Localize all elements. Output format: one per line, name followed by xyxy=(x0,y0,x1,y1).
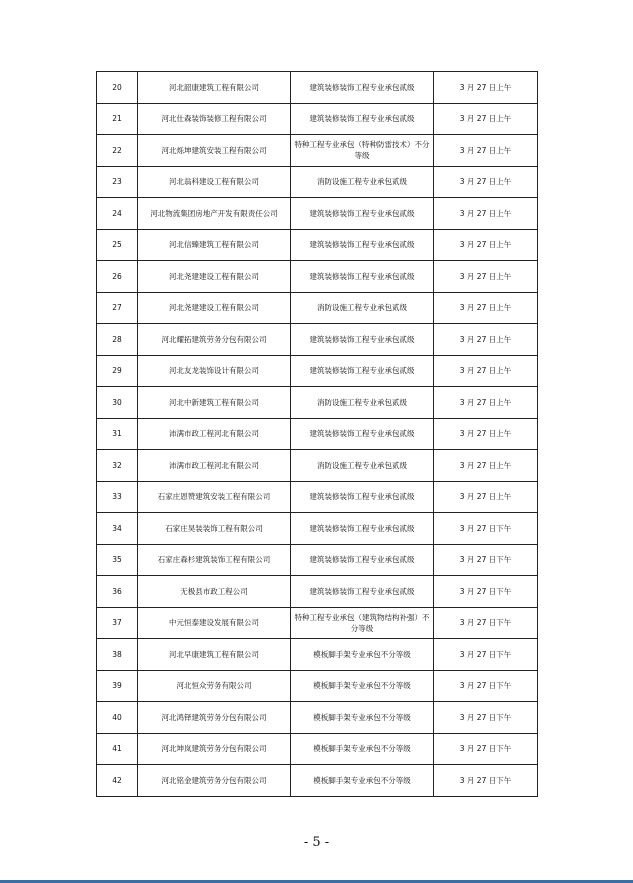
company-name-cell: 河北信臻建筑工程有限公司 xyxy=(138,229,291,261)
table-row xyxy=(97,103,538,135)
table-row xyxy=(97,513,538,545)
review-time-cell: 3 月 27 日上午 xyxy=(434,324,538,356)
qualification-cell: 消防设施工程专业承包贰级 xyxy=(291,450,434,482)
review-time-cell: 3 月 27 日上午 xyxy=(434,481,538,513)
table-row xyxy=(97,639,538,671)
company-name-cell: 河北中新建筑工程有限公司 xyxy=(138,387,291,419)
row-number-cell: 42 xyxy=(97,765,138,797)
qualification-cell: 建筑装修装饰工程专业承包贰级 xyxy=(291,481,434,513)
row-number-cell: 26 xyxy=(97,261,138,293)
company-name-cell: 河北耀拓建筑劳务分包有限公司 xyxy=(138,324,291,356)
qualification-cell: 建筑装修装饰工程专业承包贰级 xyxy=(291,198,434,230)
company-name-cell: 河北韶康建筑工程有限公司 xyxy=(138,72,291,104)
table-row xyxy=(97,72,538,104)
review-time-cell: 3 月 27 日上午 xyxy=(434,103,538,135)
review-time-cell: 3 月 27 日上午 xyxy=(434,261,538,293)
table-row xyxy=(97,324,538,356)
row-number-cell: 37 xyxy=(97,607,138,639)
table-body xyxy=(97,72,538,797)
table-row xyxy=(97,418,538,450)
row-number-cell: 40 xyxy=(97,702,138,734)
company-name-cell: 河北友龙装饰设计有限公司 xyxy=(138,355,291,387)
row-number-cell: 30 xyxy=(97,387,138,419)
qualification-cell: 建筑装修装饰工程专业承包贰级 xyxy=(291,324,434,356)
row-number-cell: 39 xyxy=(97,670,138,702)
company-name-cell: 河北铭金建筑劳务分包有限公司 xyxy=(138,765,291,797)
qualification-cell: 建筑装修装饰工程专业承包贰级 xyxy=(291,229,434,261)
row-number-cell: 27 xyxy=(97,292,138,324)
company-name-cell: 河北坤岚建筑劳务分包有限公司 xyxy=(138,733,291,765)
qualification-cell: 特种工程专业承包（建筑物结构补强）不分等级 xyxy=(291,607,434,639)
qualification-cell: 建筑装修装饰工程专业承包贰级 xyxy=(291,418,434,450)
qualification-cell: 建筑装修装饰工程专业承包贰级 xyxy=(291,576,434,608)
table-row xyxy=(97,670,538,702)
company-name-cell: 河北烁坤建筑安装工程有限公司 xyxy=(138,135,291,167)
review-time-cell: 3 月 27 日上午 xyxy=(434,450,538,482)
review-time-cell: 3 月 27 日上午 xyxy=(434,229,538,261)
review-time-cell: 3 月 27 日下午 xyxy=(434,607,538,639)
company-name-cell: 河北物流集团房地产开发有限责任公司 xyxy=(138,198,291,230)
review-time-cell: 3 月 27 日下午 xyxy=(434,670,538,702)
page-number: - 5 - xyxy=(303,835,330,850)
review-time-cell: 3 月 27 日下午 xyxy=(434,639,538,671)
review-time-cell: 3 月 27 日上午 xyxy=(434,418,538,450)
review-time-cell: 3 月 27 日下午 xyxy=(434,513,538,545)
qualification-cell: 消防设施工程专业承包贰级 xyxy=(291,387,434,419)
review-time-cell: 3 月 27 日下午 xyxy=(434,733,538,765)
company-name-cell: 河北翁科建设工程有限公司 xyxy=(138,166,291,198)
row-number-cell: 41 xyxy=(97,733,138,765)
company-name-cell: 无极县市政工程公司 xyxy=(138,576,291,608)
table-row xyxy=(97,135,538,167)
qualification-cell: 建筑装修装饰工程专业承包贰级 xyxy=(291,72,434,104)
row-number-cell: 22 xyxy=(97,135,138,167)
row-number-cell: 33 xyxy=(97,481,138,513)
row-number-cell: 28 xyxy=(97,324,138,356)
row-number-cell: 29 xyxy=(97,355,138,387)
review-time-cell: 3 月 27 日下午 xyxy=(434,544,538,576)
table-row xyxy=(97,450,538,482)
table-row xyxy=(97,702,538,734)
row-number-cell: 23 xyxy=(97,166,138,198)
row-number-cell: 32 xyxy=(97,450,138,482)
table-row xyxy=(97,166,538,198)
company-name-cell: 河北尧建建设工程有限公司 xyxy=(138,261,291,293)
company-name-cell: 河北恒众劳务有限公司 xyxy=(138,670,291,702)
company-name-cell: 沛满市政工程河北有限公司 xyxy=(138,418,291,450)
qualification-cell: 模板脚手架专业承包不分等级 xyxy=(291,765,434,797)
row-number-cell: 20 xyxy=(97,72,138,104)
review-time-cell: 3 月 27 日上午 xyxy=(434,387,538,419)
qualification-cell: 消防设施工程专业承包贰级 xyxy=(291,292,434,324)
review-time-cell: 3 月 27 日上午 xyxy=(434,135,538,167)
qualification-cell: 模板脚手架专业承包不分等级 xyxy=(291,702,434,734)
review-time-cell: 3 月 27 日上午 xyxy=(434,198,538,230)
row-number-cell: 21 xyxy=(97,103,138,135)
qualification-cell: 模板脚手架专业承包不分等级 xyxy=(291,639,434,671)
review-time-cell: 3 月 27 日上午 xyxy=(434,166,538,198)
qualification-cell: 模板脚手架专业承包不分等级 xyxy=(291,733,434,765)
qualification-cell: 建筑装修装饰工程专业承包贰级 xyxy=(291,355,434,387)
qualification-cell: 建筑装修装饰工程专业承包贰级 xyxy=(291,103,434,135)
company-name-cell: 河北仕森装饰装修工程有限公司 xyxy=(138,103,291,135)
table-row xyxy=(97,198,538,230)
review-time-cell: 3 月 27 日下午 xyxy=(434,576,538,608)
row-number-cell: 36 xyxy=(97,576,138,608)
row-number-cell: 34 xyxy=(97,513,138,545)
company-name-cell: 沛满市政工程河北有限公司 xyxy=(138,450,291,482)
table-row xyxy=(97,544,538,576)
table-row xyxy=(97,229,538,261)
table-row xyxy=(97,387,538,419)
review-time-cell: 3 月 27 日上午 xyxy=(434,355,538,387)
review-time-cell: 3 月 27 日上午 xyxy=(434,72,538,104)
table-row xyxy=(97,576,538,608)
qualification-table xyxy=(96,71,538,797)
qualification-cell: 消防设施工程专业承包贰级 xyxy=(291,166,434,198)
row-number-cell: 31 xyxy=(97,418,138,450)
row-number-cell: 38 xyxy=(97,639,138,671)
company-name-cell: 河北鸿铎建筑劳务分包有限公司 xyxy=(138,702,291,734)
qualification-cell: 模板脚手架专业承包不分等级 xyxy=(291,670,434,702)
company-name-cell: 石家庄森杉建筑装饰工程有限公司 xyxy=(138,544,291,576)
company-name-cell: 河北早康建筑工程有限公司 xyxy=(138,639,291,671)
review-time-cell: 3 月 27 日下午 xyxy=(434,765,538,797)
table-row xyxy=(97,355,538,387)
row-number-cell: 24 xyxy=(97,198,138,230)
table-row xyxy=(97,607,538,639)
qualification-cell: 建筑装修装饰工程专业承包贰级 xyxy=(291,513,434,545)
qualification-cell: 建筑装修装饰工程专业承包贰级 xyxy=(291,261,434,293)
company-name-cell: 河北尧建建设工程有限公司 xyxy=(138,292,291,324)
qualification-cell: 特种工程专业承包（特种防雷技术）不分等级 xyxy=(291,135,434,167)
table-row xyxy=(97,481,538,513)
table-row xyxy=(97,261,538,293)
review-time-cell: 3 月 27 日上午 xyxy=(434,292,538,324)
row-number-cell: 35 xyxy=(97,544,138,576)
table-row xyxy=(97,765,538,797)
company-name-cell: 中元恒泰建设发展有限公司 xyxy=(138,607,291,639)
table-row xyxy=(97,292,538,324)
row-number-cell: 25 xyxy=(97,229,138,261)
company-name-cell: 石家庄昊装装饰工程有限公司 xyxy=(138,513,291,545)
table-row xyxy=(97,733,538,765)
qualification-cell: 建筑装修装饰工程专业承包贰级 xyxy=(291,544,434,576)
review-time-cell: 3 月 27 日下午 xyxy=(434,702,538,734)
company-name-cell: 石家庄恩赞建筑安装工程有限公司 xyxy=(138,481,291,513)
